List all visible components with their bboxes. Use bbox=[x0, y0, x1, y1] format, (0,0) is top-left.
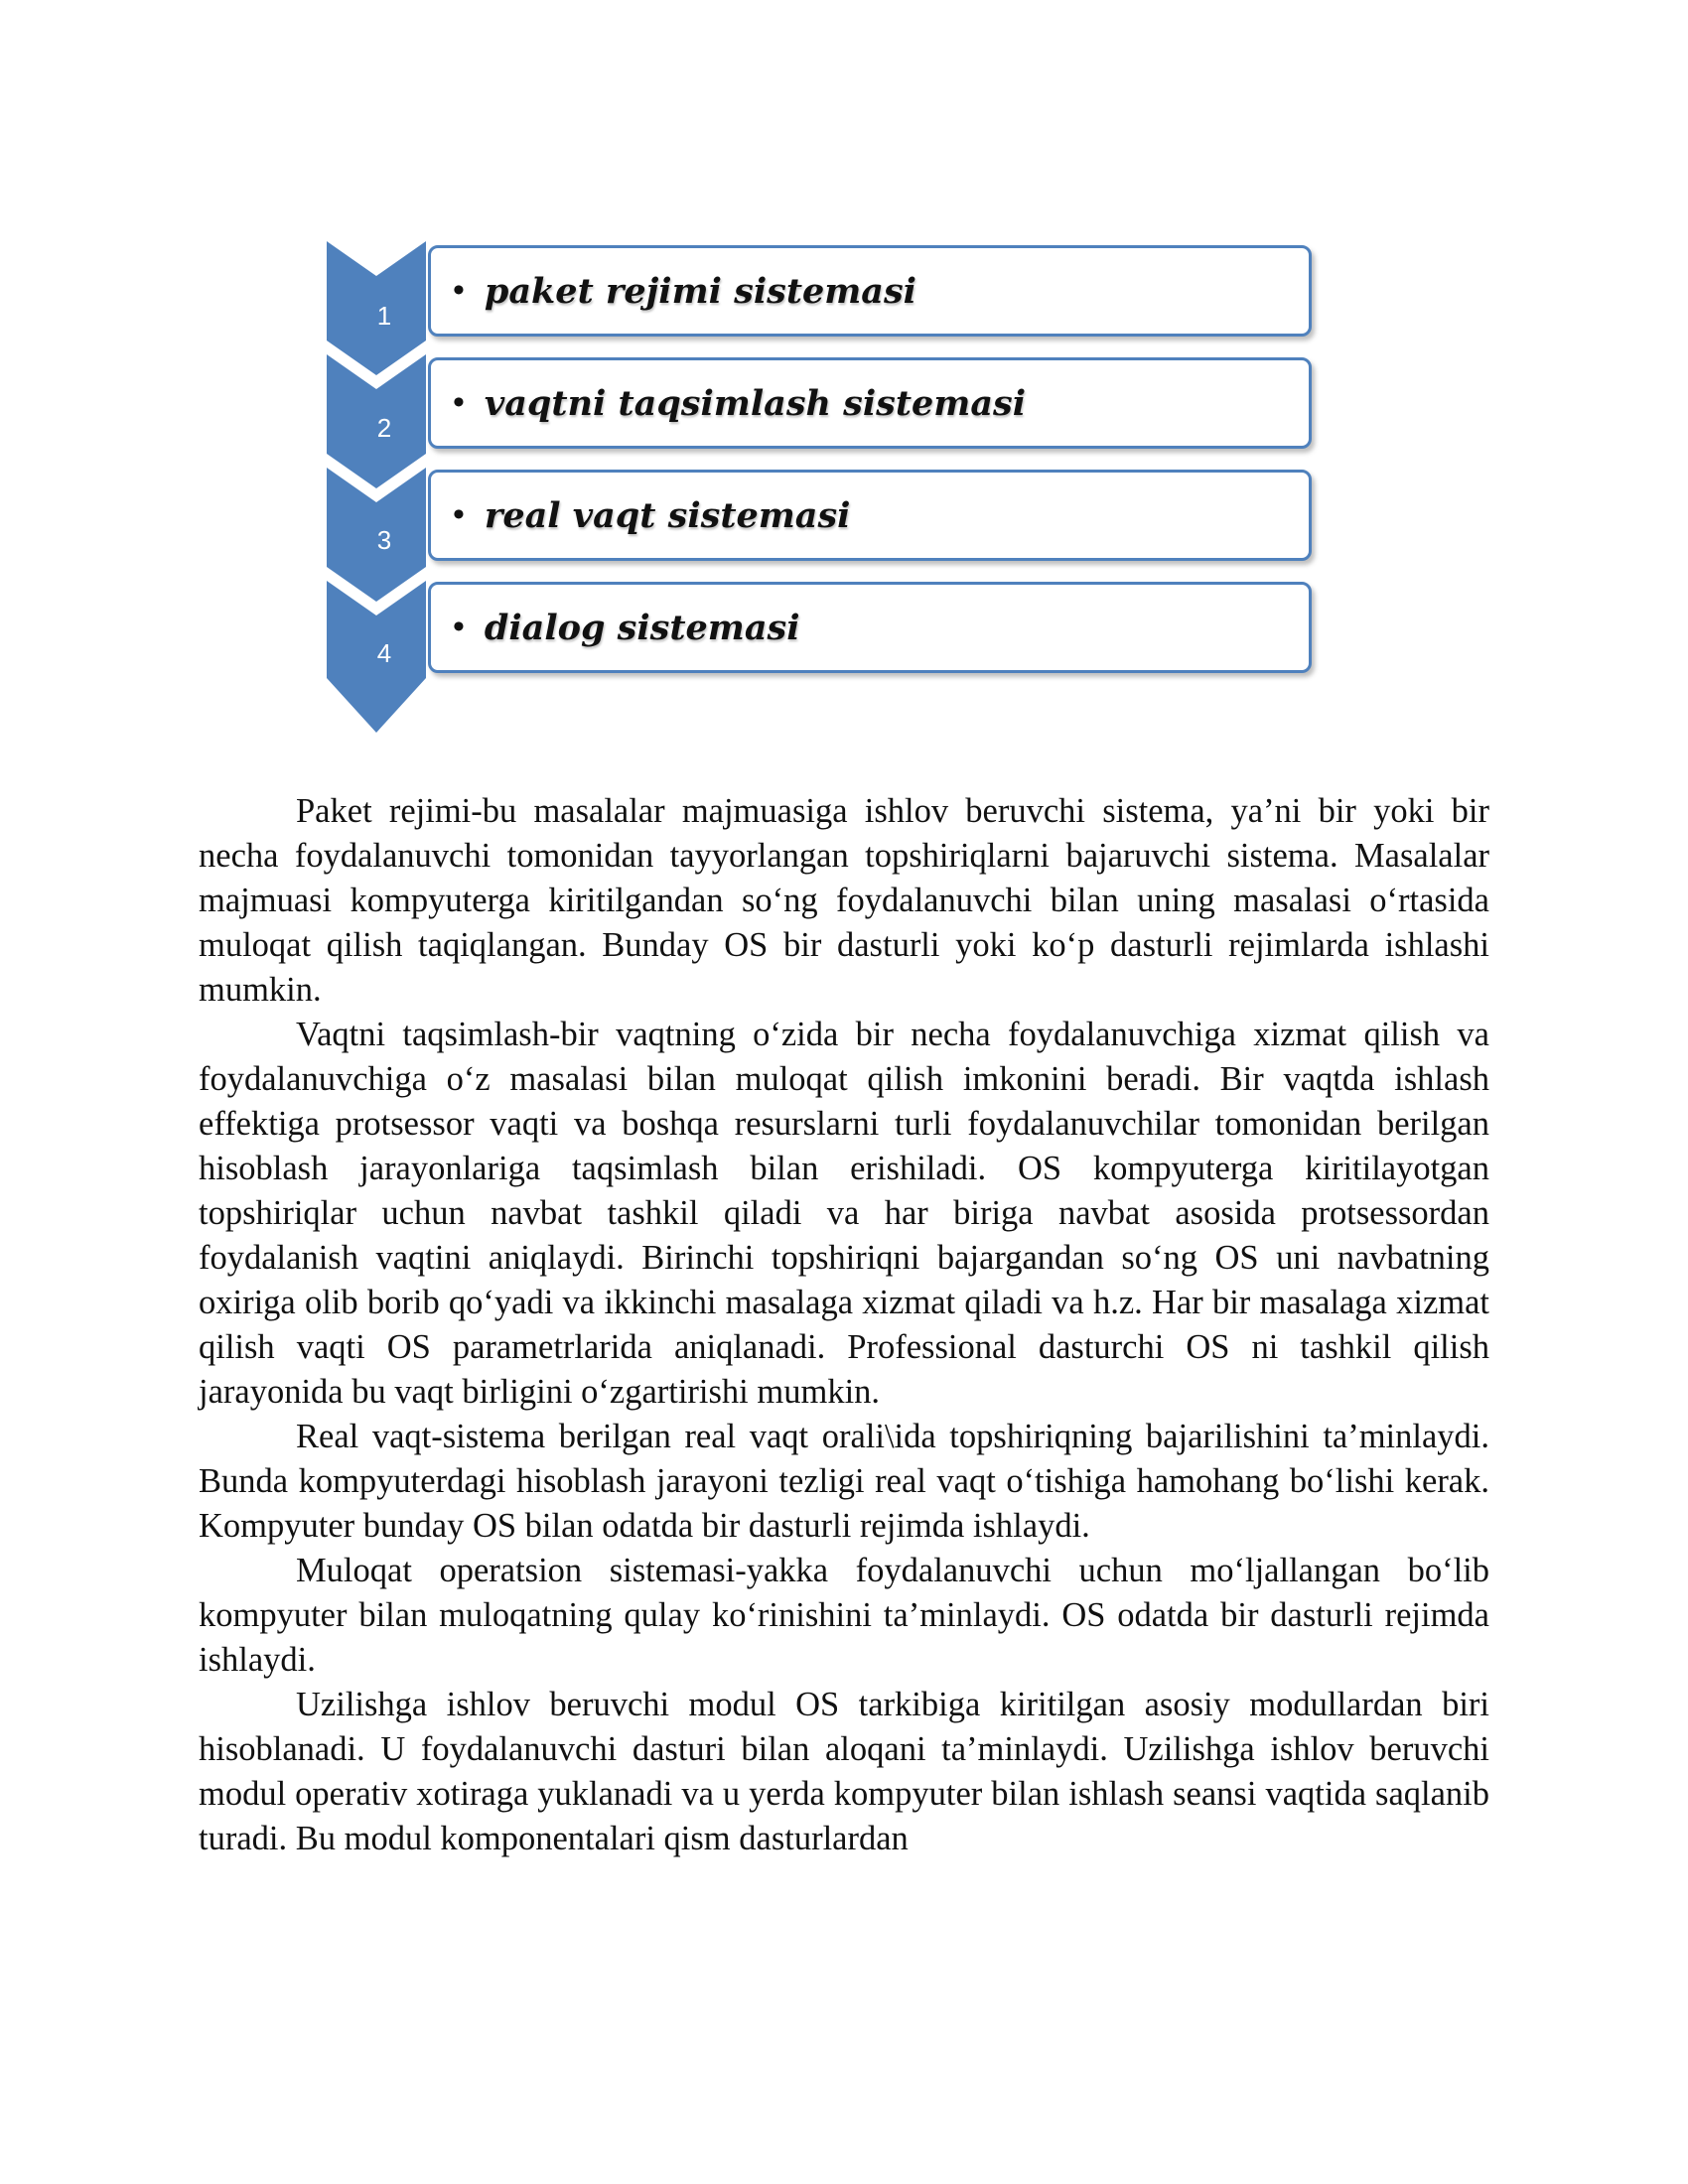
os-types-diagram bbox=[325, 241, 1328, 738]
step-label-2: vaqtni taqsimlash sistemasi bbox=[484, 382, 1027, 424]
paragraph-real-vaqt: Real vaqt-sistema berilgan real vaqt orali\ida topshiriqning bajarilishini ta’minlaydi. Bunda kompyuterdagi hisoblash jarayoni tezligi real vaqt o‘tishiga hamohang bo‘lishi kerak. Kompyuter bunday OS bilan odatda bir dasturli rejimda ishlaydi. bbox=[199, 1418, 1489, 1545]
step-box-3 bbox=[428, 470, 1312, 561]
bullet: • bbox=[453, 272, 465, 309]
step-number-2: 2 bbox=[376, 413, 392, 443]
paragraph-muloqat: Muloqat operatsion sistemasi-yakka foydalanuvchi uchun mo‘ljallangan bo‘lib kompyuter bilan muloqatning qulay ko‘rinishini ta’minlaydi. OS odatda bir dasturli rejimda ishlaydi. bbox=[199, 1552, 1489, 1679]
bullet: • bbox=[453, 496, 465, 533]
paragraph-vaqtni-taqsimlash: Vaqtni taqsimlash-bir vaqtning o‘zida bir necha foydalanuvchiga xizmat qilish va foydalanuvchiga o‘z masalasi bilan muloqat qilish imkonini beradi. Bir vaqtda ishlash effektiga protsessor vaqti va boshqa resurslarni turli foydalanuvchilar tomonidan berilgan hisoblash jarayonlariga taqsimlash bilan erishiladi. OS kompyuterga kiritilayotgan topshiriqlar uchun navbat tashkil qiladi va har biriga navbat asosida protsessordan foydalanish vaqtini aniqlaydi. Birinchi topshiriqni bajargandan so‘ng OS uni navbatning oxiriga olib borib qo‘yadi va ikkinchi masalaga xizmat qiladi va h.z. Har bir masalaga xizmat qilish vaqti OS parametrlarida aniqlanadi. Professional dasturchi OS ni tashkil qilish jarayonida bu vaqt birligini o‘zgartirishi mumkin. bbox=[199, 1016, 1489, 1411]
step-box-1 bbox=[428, 245, 1312, 337]
step-box-2 bbox=[428, 357, 1312, 449]
step-box-4 bbox=[428, 582, 1312, 673]
step-label-4: dialog sistemasi bbox=[484, 607, 800, 648]
body-text bbox=[199, 789, 1489, 1861]
step-number-4: 4 bbox=[376, 638, 392, 668]
paragraph-paket-rejimi: Paket rejimi-bu masalalar majmuasiga ishlov beruvchi sistema, ya’ni bir yoki bir necha foydalanuvchi tomonidan tayyorlangan topshiriqlarni bajaruvchi sistema. Masalalar majmuasi kompyuterga kiritilgandan so‘ng foydalanuvchi bilan uning masalasi o‘rtasida muloqat qilish taqiqlangan. Bunday OS bir dasturli yoki ko‘p dasturli rejimlarda ishlashi mumkin. bbox=[199, 792, 1489, 1009]
step-label-3: real vaqt sistemasi bbox=[484, 494, 851, 536]
step-number-3: 3 bbox=[376, 525, 392, 555]
step-number-1: 1 bbox=[376, 301, 392, 331]
bullet: • bbox=[453, 609, 465, 645]
bullet: • bbox=[453, 384, 465, 421]
paragraph-uzilishga: Uzilishga ishlov beruvchi modul OS tarkibiga kiritilgan asosiy modullardan biri hisoblanadi. U foydalanuvchi dasturi bilan aloqani ta’minlaydi. Uzilishga ishlov beruvchi modul operativ xotiraga yuklanadi va u yerda kompyuter bilan ishlash seansi vaqtida saqlanib turadi. Bu modul komponentalari qism dasturlardan bbox=[199, 1686, 1489, 1857]
step-label-1: paket rejimi sistemasi bbox=[484, 270, 916, 312]
